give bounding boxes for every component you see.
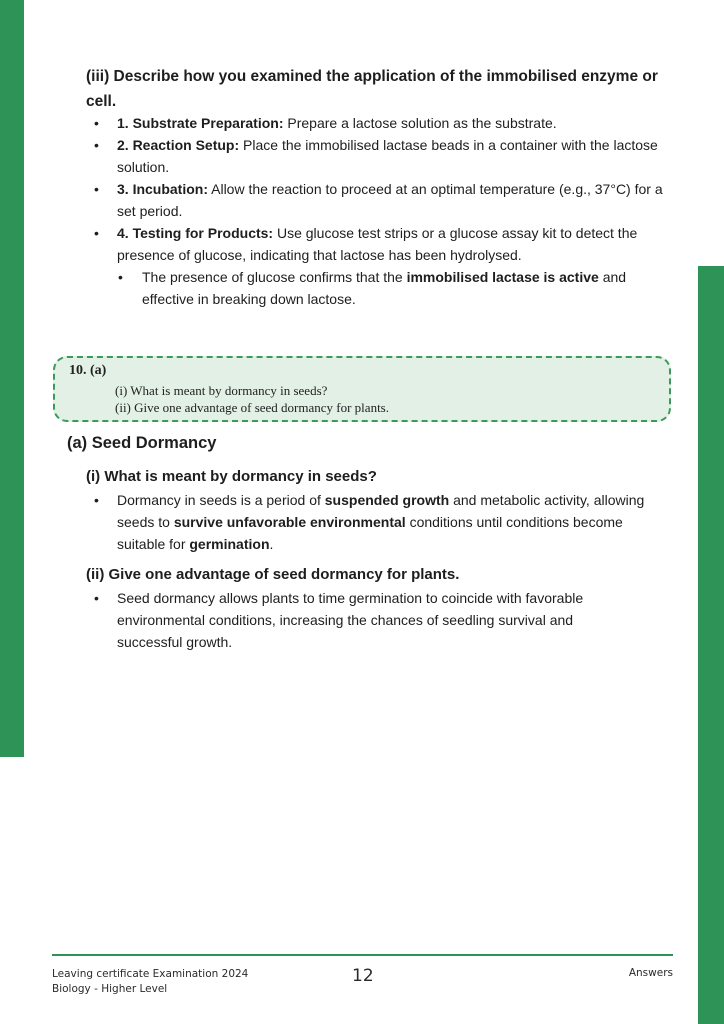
answer-text: . xyxy=(269,536,274,552)
step-label: 4. Testing for Products: xyxy=(117,225,274,241)
list-item xyxy=(86,489,666,555)
right-accent-bar xyxy=(698,266,724,1024)
answer-bold: germination xyxy=(189,536,270,552)
footer-exam-info xyxy=(52,967,248,997)
answer-ii-list xyxy=(86,587,626,653)
footer-section-label: Answers xyxy=(628,967,673,979)
answer-bold: suspended growth xyxy=(324,492,450,508)
answer-text: and metabolic activity, allowing seeds to xyxy=(117,492,645,530)
list-item xyxy=(86,112,666,134)
step-label: 3. Incubation: xyxy=(117,181,208,197)
list-item xyxy=(86,178,666,222)
list-item xyxy=(86,134,666,178)
sub-point-bold: immobilised lactase is active xyxy=(406,269,599,285)
step-text: Allow the reaction to proceed at an optimal temperature (e.g., 37°C) for a set period. xyxy=(117,181,663,219)
sub-question-i: (i) What is meant by dormancy in seeds? xyxy=(86,468,377,485)
answer-text: Dormancy in seeds is a period of xyxy=(117,492,325,508)
list-item xyxy=(86,222,666,266)
question-number: 10. (a) xyxy=(69,363,107,378)
left-accent-bar xyxy=(0,0,24,757)
question-box xyxy=(53,356,671,422)
answer-text: conditions until conditions become suitable for xyxy=(117,514,623,552)
question-line-i: (i) What is meant by dormancy in seeds? xyxy=(115,383,328,398)
answer-text: Seed dormancy allows plants to time germination to coincide with favorable environmental conditions, increasing the chances of seedling survival and successful growth. xyxy=(117,590,584,650)
list-item xyxy=(86,587,626,653)
step-text: Use glucose test strips or a glucose assay kit to detect the presence of glucose, indicating that lactose has been hydrolysed. xyxy=(117,225,638,263)
part-iii-heading: (iii) Describe how you examined the application of the immobilised enzyme or cell. xyxy=(86,68,658,110)
footer-line-1: Leaving certificate Examination 2024 xyxy=(52,968,249,980)
footer-divider xyxy=(52,954,673,956)
step-text: Place the immobilised lactase beads in a container with the lactose solution. xyxy=(117,137,658,175)
footer-line-2: Biology - Higher Level xyxy=(52,983,168,995)
list-item-sub xyxy=(86,266,666,310)
answer-bold: survive unfavorable environmental xyxy=(173,514,406,530)
procedure-list xyxy=(86,112,666,310)
sub-point-text: The presence of glucose confirms that the xyxy=(142,269,407,285)
step-label: 1. Substrate Preparation: xyxy=(117,115,284,131)
page-number: 12 xyxy=(352,966,374,986)
question-line-ii: (ii) Give one advantage of seed dormancy for plants. xyxy=(115,400,389,415)
sub-point-text-end: and effective in breaking down lactose. xyxy=(142,269,627,307)
answer-i-list xyxy=(86,489,666,555)
step-text: Prepare a lactose solution as the substrate. xyxy=(283,115,557,131)
section-title: (a) Seed Dormancy xyxy=(67,434,217,452)
step-label: 2. Reaction Setup: xyxy=(117,137,240,153)
sub-question-ii: (ii) Give one advantage of seed dormancy for plants. xyxy=(86,566,460,583)
